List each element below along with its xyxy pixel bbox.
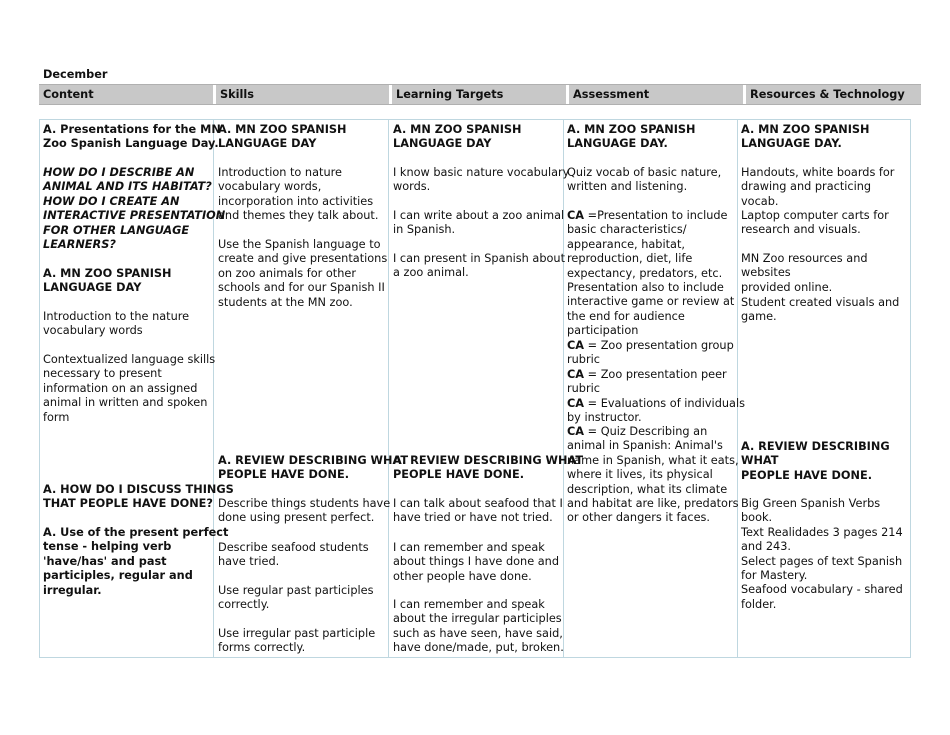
content-a1-title: A. Presentations for the MN Zoo Spanish Language Day. (43, 123, 221, 151)
ca-label: CA (567, 397, 585, 410)
assessment-title: A. MN ZOO SPANISH LANGUAGE DAY. (567, 123, 696, 151)
assessment-ca4 (567, 397, 745, 426)
column-divider (563, 120, 564, 657)
content-intro: Introduction to the nature vocabulary words (43, 310, 190, 338)
assessment-ca3 (567, 368, 727, 397)
month-title: December (43, 68, 108, 81)
resources-p1: Handouts, white boards for drawing and practicing vocab. (741, 166, 895, 208)
ca3-text: = Zoo presentation peer rubric (567, 368, 727, 396)
skills-r2: Describe seafood students have tried. (218, 541, 369, 569)
skills-p2: Use the Spanish language to create and give presentations on zoo animals for other schools and for our Spanish II students at the MN zoo. (218, 238, 388, 309)
skills-r4: Use irregular past participle forms correctly. (218, 627, 376, 655)
skills-r3: Use regular past participles correctly. (218, 584, 374, 612)
header-resources: Resources & Technology (750, 88, 905, 101)
ca-label: CA (567, 339, 585, 352)
skills-review-title: A. REVIEW DESCRIBING WHAT PEOPLE HAVE DONE. (218, 454, 409, 482)
assessment-ca2 (567, 339, 734, 368)
targets-review-title: A. REVIEW DESCRIBING WHAT PEOPLE HAVE DONE. (393, 454, 584, 482)
ca-label: CA (567, 209, 585, 222)
curriculum-table (39, 119, 911, 658)
content-present-perfect: A. Use of the present perfect tense - helping verb 'have/has' and past participles, regular and irregular. (43, 526, 229, 597)
header-learning-targets: Learning Targets (396, 88, 504, 101)
resources-title: A. MN ZOO SPANISH LANGUAGE DAY. (741, 123, 870, 151)
resources-p3: MN Zoo resources and websites provided online. (741, 252, 868, 294)
ca2-text: = Zoo presentation group rubric (567, 339, 734, 367)
targets-r1: I can talk about seafood that I have tried or have not tried. (393, 497, 563, 525)
content-essential-questions: HOW DO I DESCRIBE AN ANIMAL AND ITS HABITAT? HOW DO I CREATE AN INTERACTIVE PRESENTATION FOR OTHER LANGUAGE LEARNERS? (43, 166, 226, 252)
ca-label: CA (567, 425, 585, 438)
skills-r1: Describe things students have done using present perfect. (218, 497, 391, 525)
header-assessment: Assessment (573, 88, 650, 101)
resources-r1: Big Green Spanish Verbs book. Text Realidades 3 pages 214 and 243. Select pages of text Spanish for Mastery. Seafood vocabulary - shared folder. (741, 497, 903, 611)
resources-p4: Student created visuals and game. (741, 296, 900, 324)
targets-p1: I know basic nature vocabulary words. (393, 166, 570, 194)
targets-p2: I can write about a zoo animal in Spanish. (393, 209, 565, 237)
resources-p2: Laptop computer carts for research and visuals. (741, 209, 889, 237)
column-divider (737, 120, 738, 657)
assessment-ca5 (567, 425, 739, 526)
targets-p3: I can present in Spanish about a zoo animal. (393, 252, 566, 280)
ca1-text: =Presentation to include basic characteristics/ appearance, habitat, reproduction, diet, life expectancy, predators, etc. Presentation also to include interactive game or review at the end for audience participation (567, 209, 735, 338)
table-header (39, 84, 921, 105)
assessment-quiz: Quiz vocab of basic nature, written and listening. (567, 166, 722, 194)
content-contextualized: Contextualized language skills necessary to present information on an assigned animal in written and spoken form (43, 353, 216, 424)
content-a2-title: A. MN ZOO SPANISH LANGUAGE DAY (43, 267, 172, 295)
targets-title: A. MN ZOO SPANISH LANGUAGE DAY (393, 123, 522, 151)
header-skills: Skills (220, 88, 254, 101)
targets-r2: I can remember and speak about things I have done and other people have done. (393, 541, 559, 583)
header-content: Content (43, 88, 94, 101)
ca4-text: = Evaluations of individuals by instructor. (567, 397, 745, 425)
ca5-text: = Quiz Describing an animal in Spanish: Animal's name in Spanish, what it eats, where it lives, its physical description, what its climate and habitat are like, predators or other dangers it faces. (567, 425, 739, 525)
skills-title: A. MN ZOO SPANISH LANGUAGE DAY (218, 123, 347, 151)
targets-r3: I can remember and speak about the irregular participles such as have seen, have said, have done/made, put, broken. (393, 598, 564, 655)
resources-review-title: A. REVIEW DESCRIBING WHAT PEOPLE HAVE DONE. (741, 440, 890, 482)
assessment-ca1 (567, 209, 734, 339)
ca-label: CA (567, 368, 585, 381)
column-divider (388, 120, 389, 657)
skills-p1: Introduction to nature vocabulary words, incorporation into activities and themes they talk about. (218, 166, 379, 223)
content-discuss-question: A. HOW DO I DISCUSS THINGS THAT PEOPLE HAVE DONE? (43, 483, 234, 511)
